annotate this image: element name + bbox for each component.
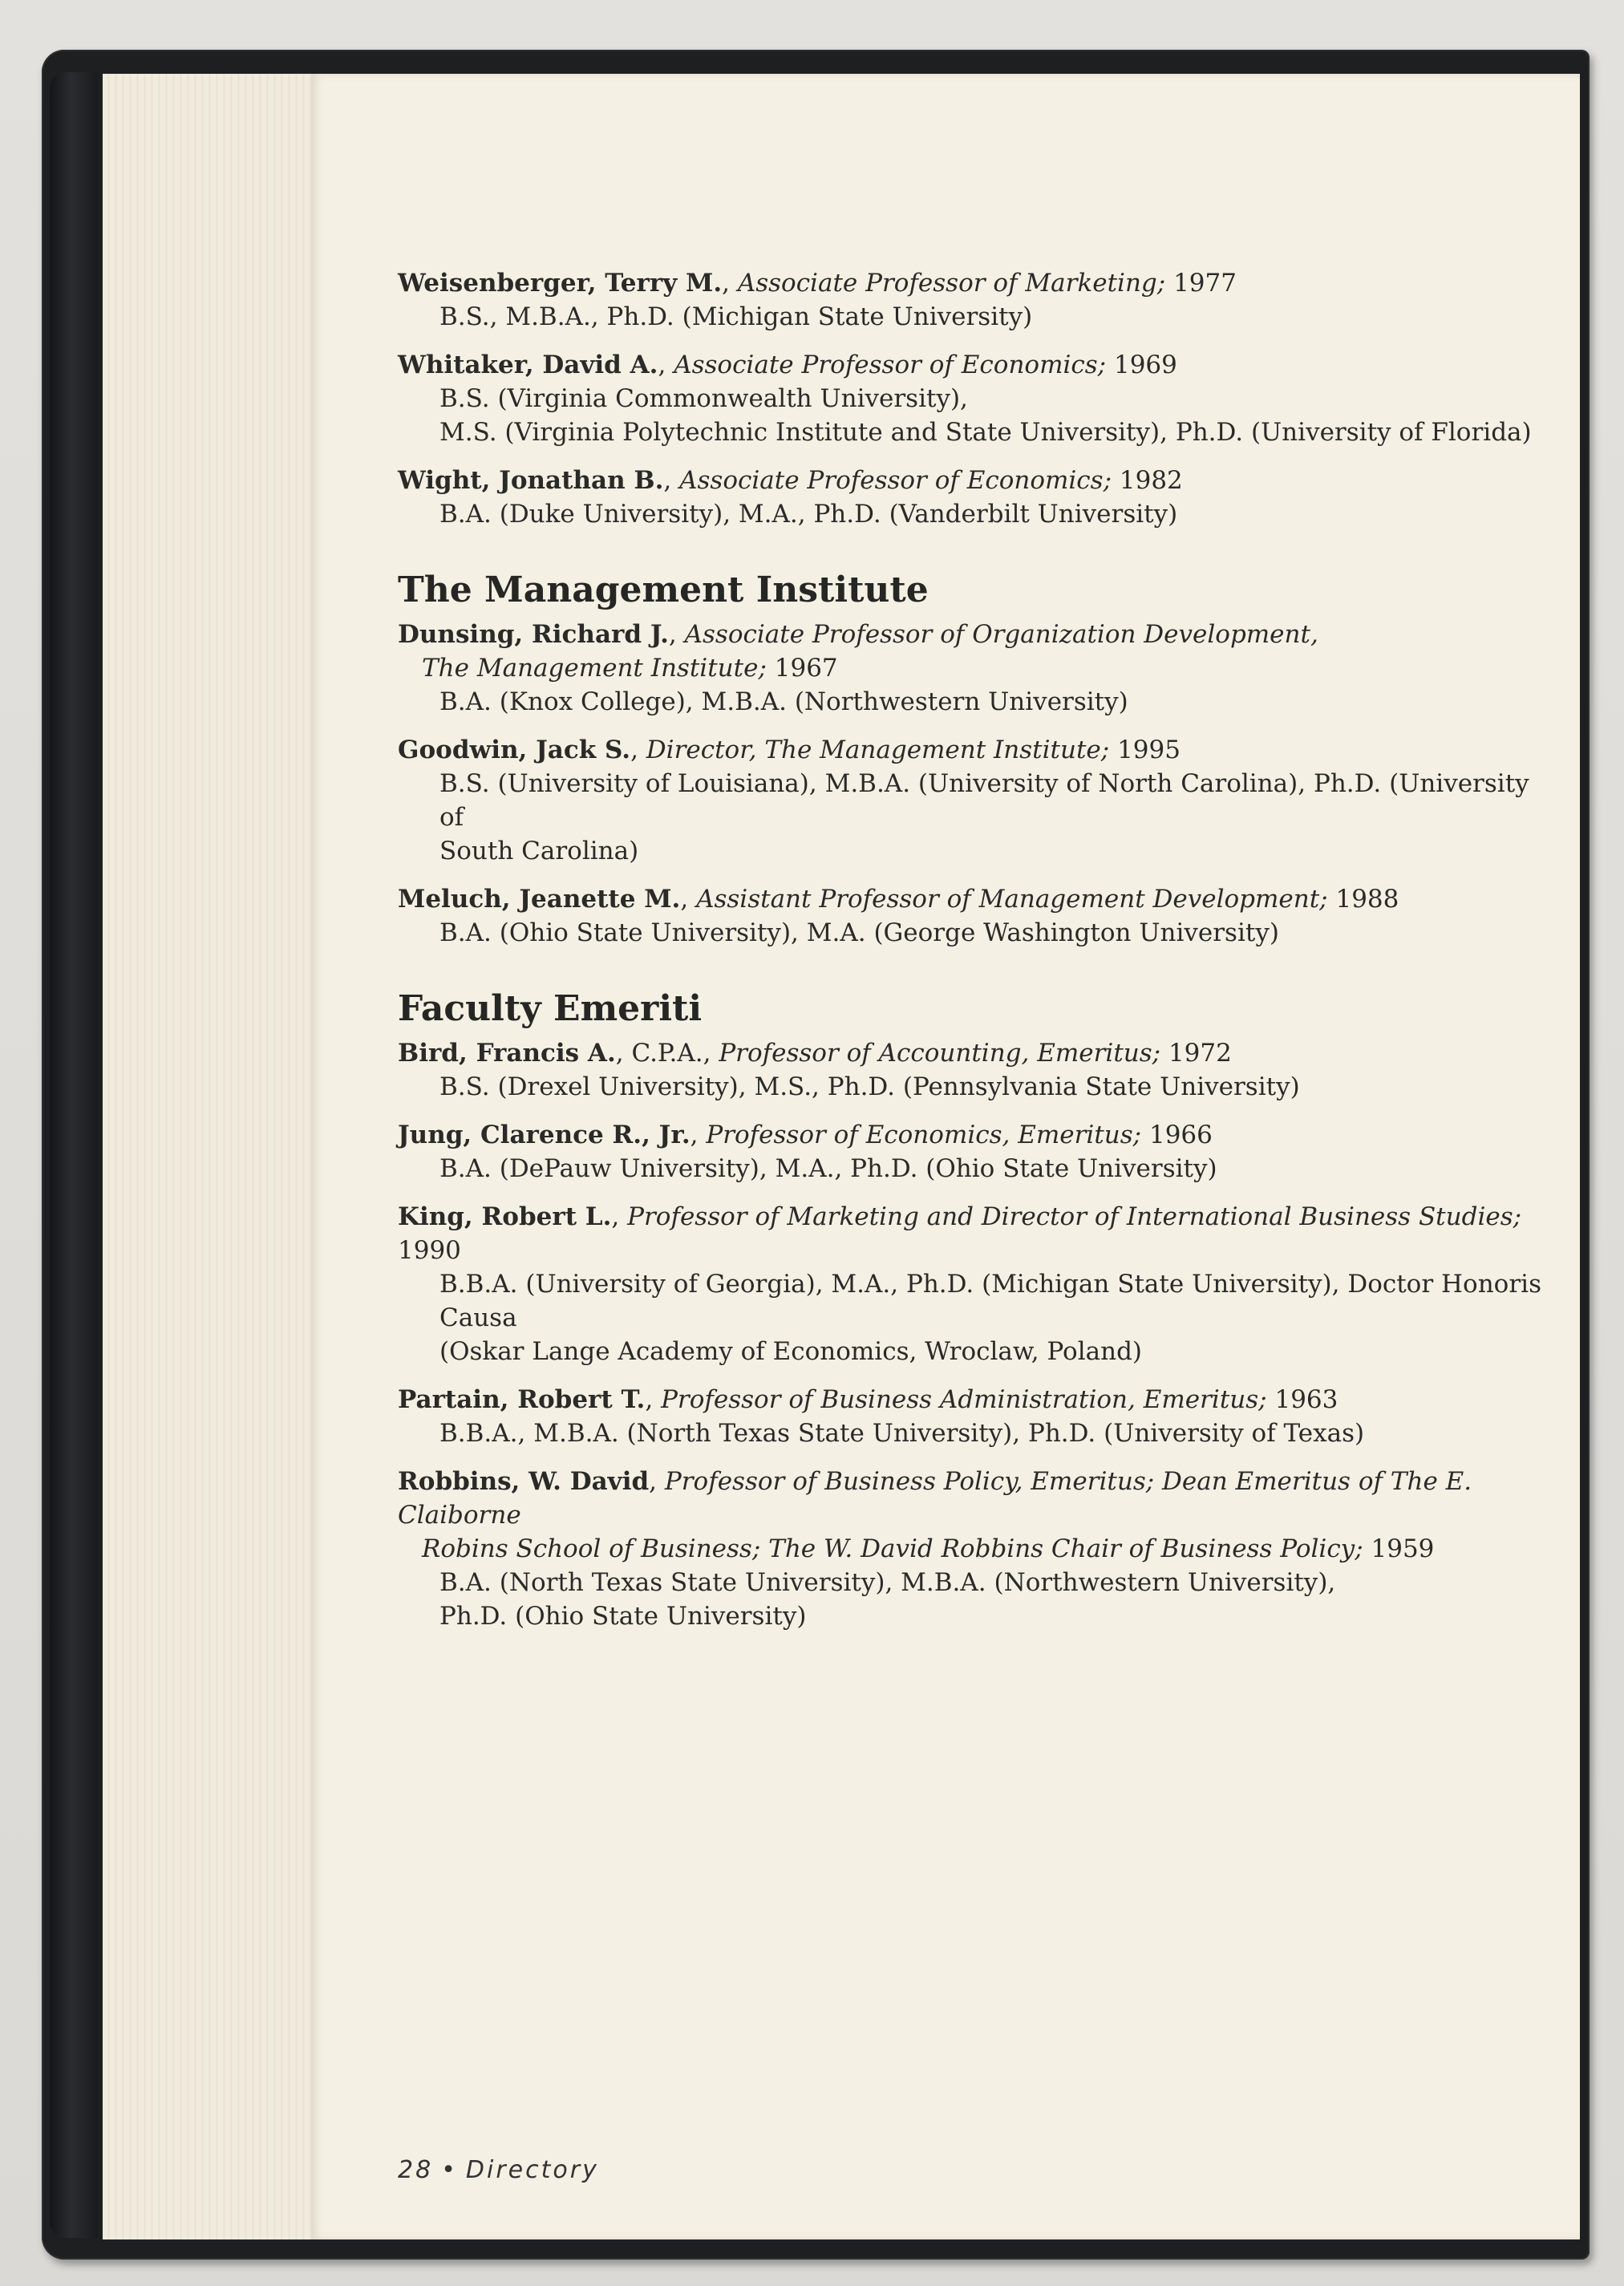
- directory-entry: [398, 464, 1553, 531]
- position-title: Professor of Accounting, Emeritus;: [719, 1039, 1161, 1068]
- person-name: Dunsing, Richard J.: [398, 620, 669, 649]
- appointment-year: 1967: [774, 654, 838, 683]
- person-name: Weisenberger, Terry M.: [398, 269, 723, 298]
- entry-heading-line: Jung, Clarence R., Jr., Professor of Economics, Emeritus; 1966: [398, 1121, 1213, 1149]
- directory-entry: [398, 882, 1553, 950]
- directory-content: [398, 266, 1553, 1648]
- degree-line: B.A. (Ohio State University), M.A. (George Washington University): [439, 918, 1279, 947]
- position-title: Associate Professor of Marketing;: [737, 269, 1166, 298]
- section-heading: The Management Institute: [398, 569, 929, 610]
- section-heading: Faculty Emeriti: [398, 988, 703, 1029]
- person-name: Meluch, Jeanette M.: [398, 885, 681, 914]
- appointment-year: 1995: [1117, 736, 1181, 764]
- degree-line: B.S. (Virginia Commonwealth University),: [439, 384, 968, 413]
- book-spine-edge: [50, 72, 98, 2238]
- directory-entry: [398, 1383, 1553, 1450]
- entry-heading-line: Robbins, W. David, Professor of Business Policy, Emeritus; Dean Emeritus of The E. Claiborne: [398, 1467, 1472, 1530]
- directory-entry: [398, 1200, 1553, 1368]
- appointment-year: 1972: [1168, 1039, 1232, 1068]
- degree-line: M.S. (Virginia Polytechnic Institute and State University), Ph.D. (University of Florida): [439, 418, 1532, 447]
- position-title-continued: [398, 651, 1553, 685]
- position-title: Professor of Business Policy, Emeritus; Dean Emeritus of The E. Claiborne: [398, 1467, 1472, 1530]
- position-title: Associate Professor of Economics;: [674, 351, 1107, 379]
- degree-line: B.B.A., M.B.A. (North Texas State University), Ph.D. (University of Texas): [439, 1419, 1365, 1448]
- appointment-year: 1977: [1173, 269, 1237, 298]
- appointment-year: 1990: [398, 1236, 461, 1265]
- position-title: Professor of Business Administration, Emeritus;: [661, 1385, 1267, 1414]
- directory-entry: [398, 1465, 1553, 1633]
- entry-heading-line: Weisenberger, Terry M., Associate Professor of Marketing; 1977: [398, 269, 1237, 298]
- footer-bullet: •: [441, 2156, 458, 2184]
- position-title: Professor of Economics, Emeritus;: [706, 1121, 1142, 1149]
- appointment-year: 1988: [1335, 885, 1399, 914]
- position-title: Professor of Marketing and Director of International Business Studies;: [627, 1202, 1522, 1231]
- page-footer: [398, 2156, 599, 2184]
- footer-label: Directory: [465, 2156, 599, 2184]
- person-name: Wight, Jonathan B.: [398, 466, 664, 495]
- degree-line: B.A. (Duke University), M.A., Ph.D. (Vanderbilt University): [439, 500, 1178, 529]
- position-title: Associate Professor of Economics;: [679, 466, 1112, 495]
- person-name: Robbins, W. David: [398, 1467, 650, 1496]
- person-name: Partain, Robert T.: [398, 1385, 646, 1414]
- position-title-continued: [398, 1532, 1553, 1566]
- directory-entry: [398, 1118, 1553, 1186]
- person-name: Goodwin, Jack S.: [398, 736, 631, 764]
- degree-line: B.B.A. (University of Georgia), M.A., Ph.D. (Michigan State University), Doctor Honoris Causa: [439, 1270, 1541, 1332]
- entry-heading-line: Bird, Francis A., C.P.A., Professor of Accounting, Emeritus; 1972: [398, 1039, 1232, 1068]
- directory-entry: [398, 266, 1553, 334]
- degree-line: (Oskar Lange Academy of Economics, Wroclaw, Poland): [439, 1337, 1143, 1366]
- page-edges: [103, 74, 312, 2239]
- degree-line: B.S. (Drexel University), M.S., Ph.D. (Pennsylvania State University): [439, 1072, 1300, 1101]
- degree-line: B.S., M.B.A., Ph.D. (Michigan State University): [439, 302, 1033, 331]
- person-name: Bird, Francis A.: [398, 1039, 616, 1068]
- entry-heading-line: Wight, Jonathan B., Associate Professor of Economics; 1982: [398, 466, 1183, 495]
- position-title-continued-text: The Management Institute;: [422, 654, 767, 683]
- entry-heading-line: King, Robert L., Professor of Marketing and Director of International Business Studies; 1990: [398, 1202, 1522, 1265]
- entry-heading-line: Whitaker, David A., Associate Professor of Economics; 1969: [398, 351, 1177, 379]
- appointment-year: 1959: [1371, 1534, 1435, 1563]
- degree-line: B.S. (University of Louisiana), M.B.A. (University of North Carolina), Ph.D. (University of: [439, 769, 1529, 832]
- degree-line: Ph.D. (Ohio State University): [439, 1602, 807, 1631]
- position-title: Director, The Management Institute;: [646, 736, 1110, 764]
- directory-entry: [398, 348, 1553, 449]
- entry-heading-line: Partain, Robert T., Professor of Business Administration, Emeritus; 1963: [398, 1385, 1338, 1414]
- degree-line: South Carolina): [439, 837, 639, 865]
- appointment-year: 1969: [1113, 351, 1177, 379]
- person-name: Whitaker, David A.: [398, 351, 658, 379]
- directory-entry: [398, 618, 1553, 719]
- position-title: Associate Professor of Organization Development,: [684, 620, 1318, 649]
- entry-heading-line: Goodwin, Jack S., Director, The Management Institute; 1995: [398, 736, 1181, 764]
- entry-heading-line: Meluch, Jeanette M., Assistant Professor of Management Development; 1988: [398, 885, 1399, 914]
- appointment-year: 1966: [1148, 1121, 1213, 1149]
- degree-line: B.A. (Knox College), M.B.A. (Northwestern University): [439, 687, 1128, 716]
- person-name: King, Robert L.: [398, 1202, 612, 1231]
- degree-line: B.A. (DePauw University), M.A., Ph.D. (Ohio State University): [439, 1154, 1217, 1183]
- position-title-continued-text: Robins School of Business; The W. David Robbins Chair of Business Policy;: [422, 1534, 1363, 1563]
- position-title: Assistant Professor of Management Development;: [696, 885, 1328, 914]
- directory-entry: [398, 1036, 1553, 1104]
- person-name: Jung, Clarence R., Jr.: [398, 1121, 691, 1149]
- appointment-year: 1963: [1274, 1385, 1338, 1414]
- page: [311, 74, 1580, 2239]
- page-number: 28: [398, 2156, 434, 2184]
- directory-entry: [398, 733, 1553, 868]
- entry-heading-line: Dunsing, Richard J., Associate Professor of Organization Development,: [398, 620, 1318, 649]
- appointment-year: 1982: [1119, 466, 1183, 495]
- degree-line: B.A. (North Texas State University), M.B.A. (Northwestern University),: [439, 1568, 1336, 1597]
- credential: C.P.A.,: [631, 1039, 711, 1068]
